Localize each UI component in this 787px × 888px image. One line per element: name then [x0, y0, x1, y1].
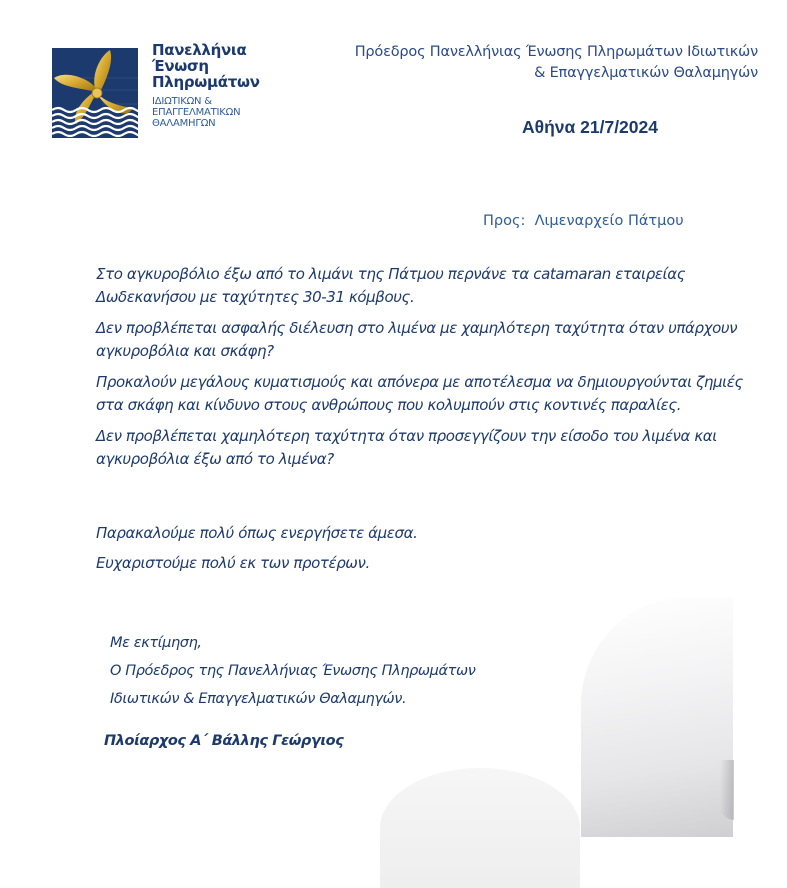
logo-title — [152, 42, 260, 90]
watermark-shape-right — [581, 597, 733, 837]
logo-emblem — [52, 48, 138, 138]
logo-title-line: Πανελλήνια — [152, 41, 247, 59]
logo-subtitle — [152, 96, 260, 129]
logo-title-line: Ένωση — [152, 57, 209, 75]
sender-heading — [355, 42, 758, 84]
logo-subtitle-line: ΙΔΙΩΤΙΚΩΝ & — [152, 96, 212, 107]
body-paragraph: Δεν προβλέπεται χαμηλότερη ταχύτητα όταν προσεγγίζουν την είσοδο του λιμένα και αγκυροβόλια έξω από το λιμένα? — [96, 427, 717, 468]
recipient: Προς: Λιμεναρχείο Πάτμου — [483, 213, 684, 229]
logo-text — [152, 42, 260, 129]
logo-subtitle-line: ΘΑΛΑΜΗΓΩΝ — [152, 118, 216, 129]
letter-date: Αθήνα 21/7/2024 — [522, 117, 658, 137]
sender-line: & Επαγγελματικών Θαλαμηγών — [534, 65, 758, 81]
signature-block — [110, 629, 475, 713]
watermark-shadow — [720, 760, 734, 820]
closing-line: Παρακαλούμε πολύ όπως ενεργήσετε άμεσα. — [96, 524, 418, 542]
propeller-waves-icon — [52, 48, 138, 138]
sender-line: Πρόεδρος Πανελλήνιας Ένωσης Πληρωμάτων Ιδιωτικών — [354, 44, 758, 60]
body-paragraph: Δεν προβλέπεται ασφαλής διέλευση στο λιμένα με χαμηλότερη ταχύτητα όταν υπάρχουν αγκυροβόλια και σκάφη? — [96, 319, 738, 360]
logo-subtitle-line: ΕΠΑΓΓΕΛΜΑΤΙΚΩΝ — [152, 107, 241, 118]
logo-title-line: Πληρωμάτων — [152, 73, 260, 91]
signature-line: Ιδιωτικών & Επαγγελματικών Θαλαμηγών. — [110, 691, 407, 707]
body-paragraph: Στο αγκυροβόλιο έξω από το λιμάνι της Πάτμου περνάνε τα catamaran εταιρείας Δωδεκανήσου με ταχύτητες 30-31 κόμβους. — [96, 265, 686, 306]
signer-name: Πλοίαρχος Α΄ Βάλλης Γεώργιος — [104, 733, 344, 749]
letter-body — [96, 263, 766, 479]
signature-line: Με εκτίμηση, — [110, 635, 202, 651]
body-paragraph: Προκαλούν μεγάλους κυματισμούς και απόνερα με αποτέλεσμα να δημιουργούνται ζημιές στα σκάφη και κίνδυνο στους ανθρώπους που κολυμπούν στις κοντινές παραλίες. — [96, 373, 743, 414]
closing — [96, 518, 417, 578]
closing-line: Ευχαριστούμε πολύ εκ των προτέρων. — [96, 554, 370, 572]
watermark-shape-bottom — [380, 768, 580, 888]
signature-line: Ο Πρόεδρος της Πανελλήνιας Ένωσης Πληρωμάτων — [110, 663, 476, 679]
